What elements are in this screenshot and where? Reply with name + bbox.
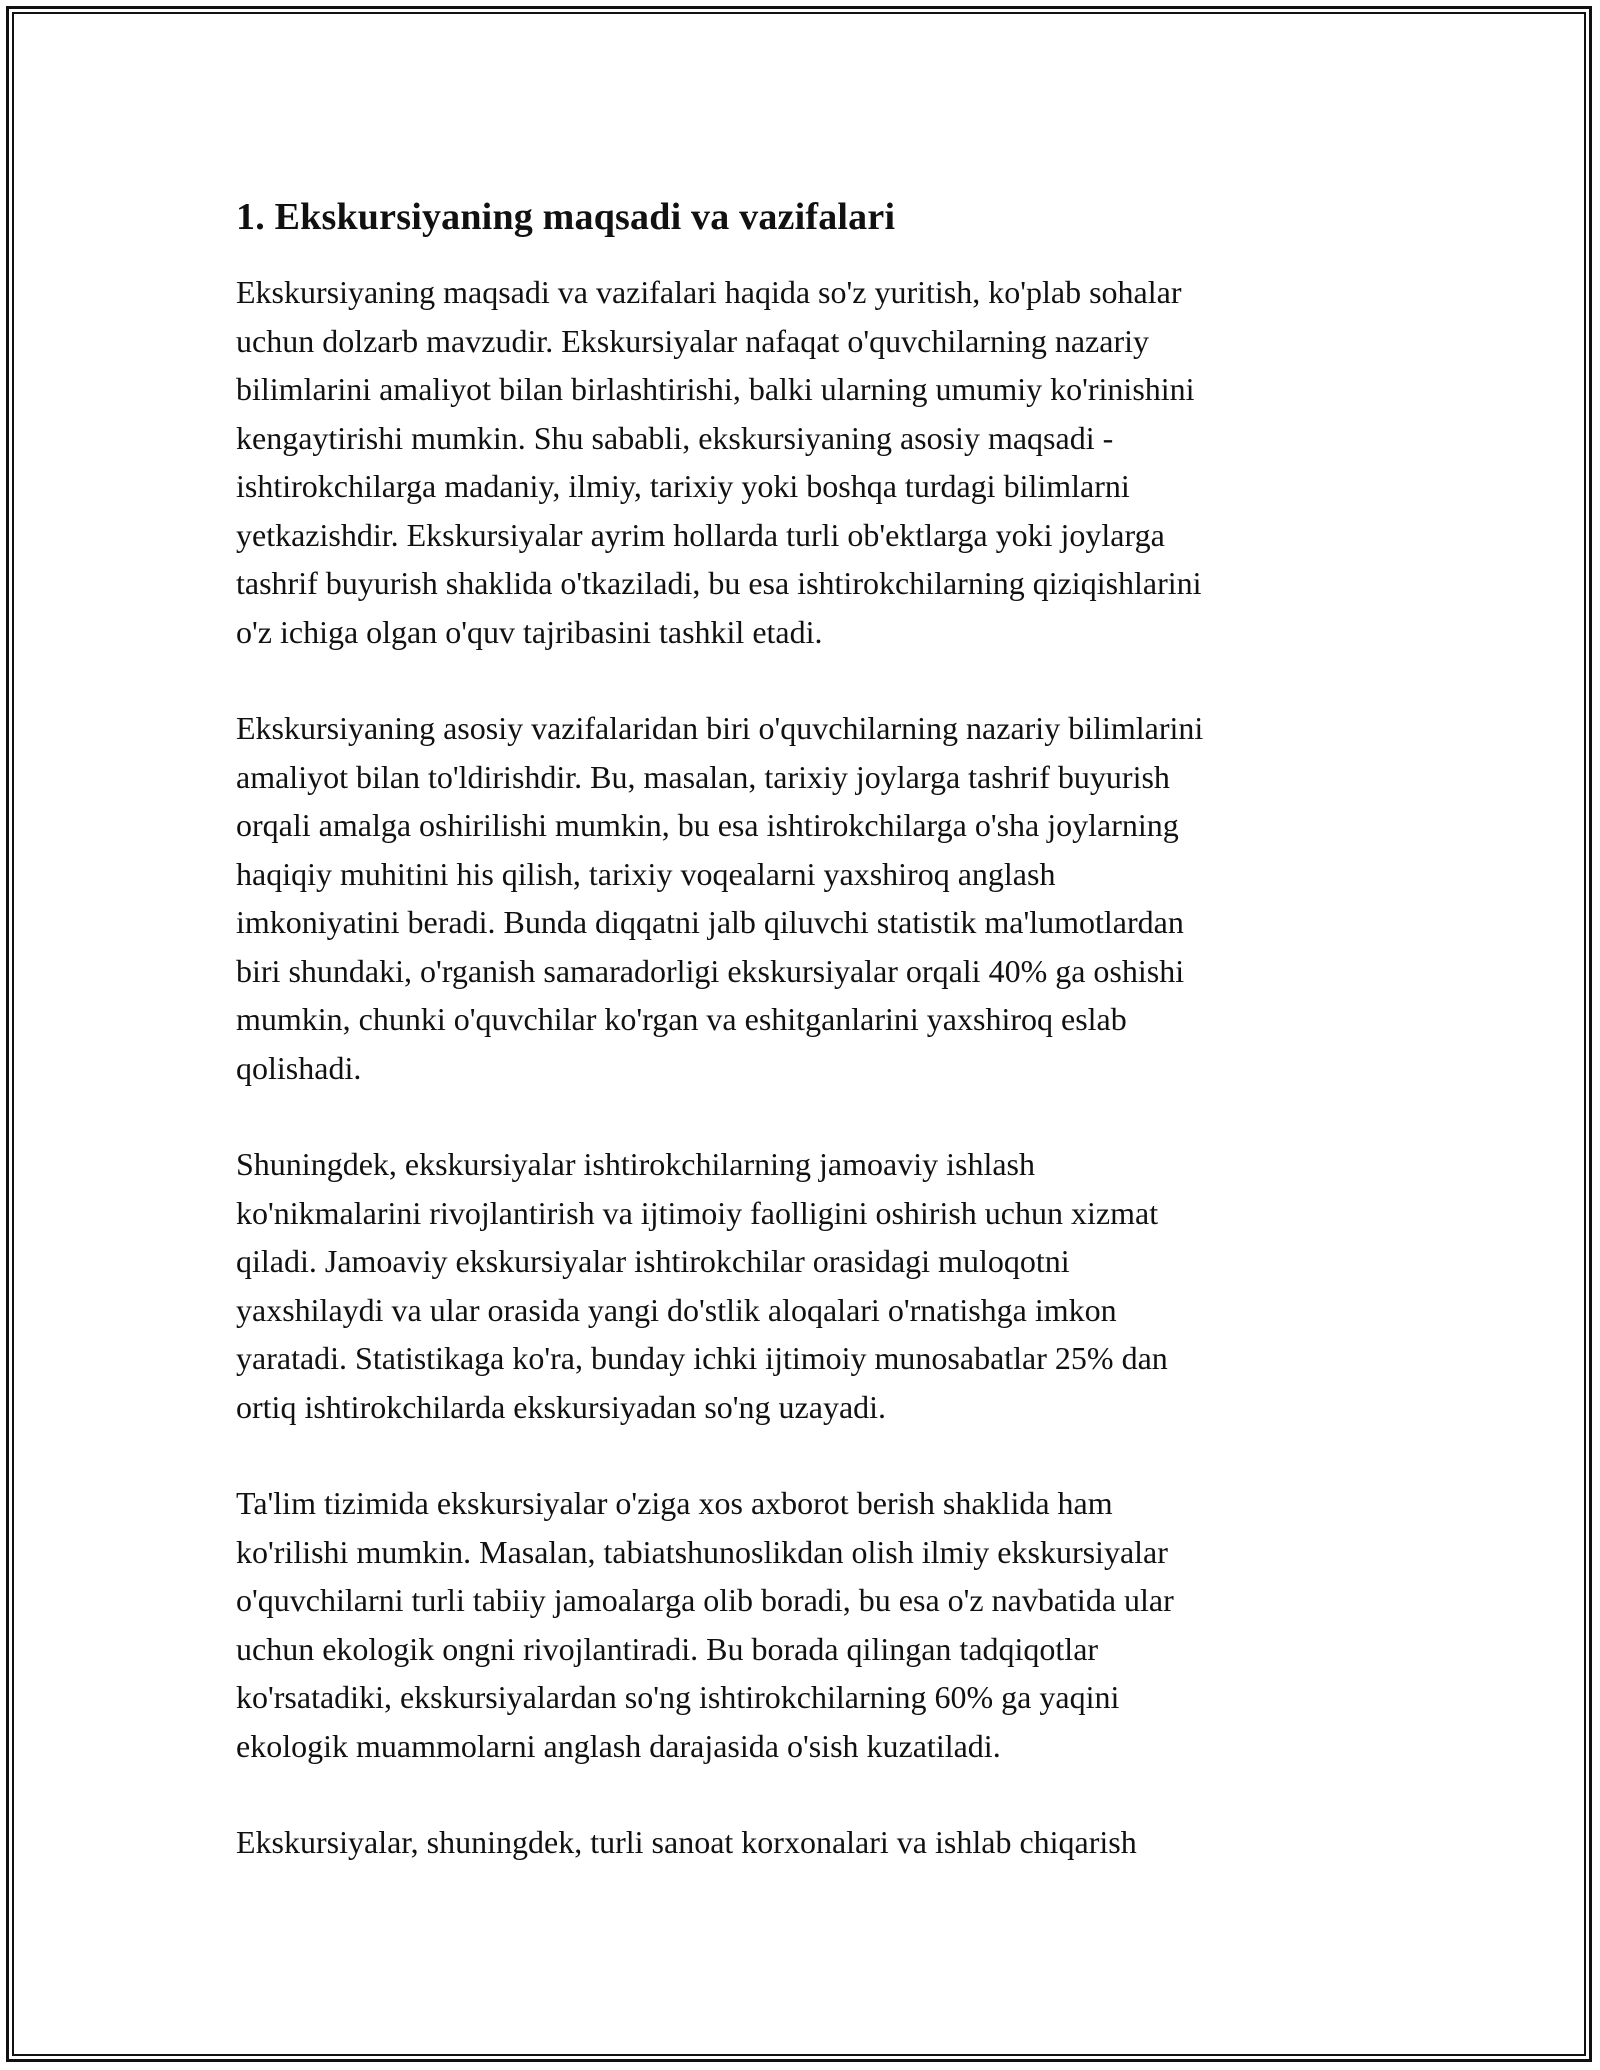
paragraph-2: Ekskursiyaning asosiy vazifalaridan biri o'quvchilarning nazariy bilimlarini amaliyot bilan to'ldirishdir. Bu, masalan, tarixiy joylarga tashrif buyurish orqali amalga oshirilishi mumkin, bu esa ishtirokchilarga o'sha joylarning haqiqiy muhitini his qilish, tarixiy voqealarni yaxshiroq anglash imkoniyatini beradi. Bunda diqqatni jalb qiluvchi statistik ma'lumotlardan biri shundaki, o'rganish samaradorligi ekskursiyalar orqali 40% ga oshishi mumkin, chunki o'quvchilar ko'rgan va eshitganlarini yaxshiroq eslab qolishadi. xyxy=(236,710,1204,1086)
section-heading: 1. Ekskursiyaning maqsadi va vazifalari xyxy=(236,196,896,238)
paragraph-4: Ta'lim tizimida ekskursiyalar o'ziga xos axborot berish shaklida ham ko'rilishi mumkin. Masalan, tabiatshunoslikdan olish ilmiy ekskursiyalar o'quvchilarni turli tabiiy jamoalarga olib boradi, bu esa o'z navbatida ular uchun ekologik ongni rivojlantiradi. Bu borada qilingan tadqiqotlar ko'rsatadiki, ekskursiyalardan so'ng ishtirokchilarning 60% ga yaqini ekologik muammolarni anglash darajasida o'sish kuzatiladi. xyxy=(236,1485,1174,1764)
paragraph-3: Shuningdek, ekskursiyalar ishtirokchilarning jamoaviy ishlash ko'nikmalarini rivojlantirish va ijtimoiy faolligini oshirish uchun xizmat qiladi. Jamoaviy ekskursiyalar ishtirokchilar orasidagi muloqotni yaxshilaydi va ular orasida yangi do'stlik aloqalari o'rnatishga imkon yaratadi. Statistikaga ko'ra, bunday ichki ijtimoiy munosabatlar 25% dan ortiq ishtirokchilarda ekskursiyadan so'ng uzayadi. xyxy=(236,1146,1168,1425)
paragraph-5: Ekskursiyalar, shuningdek, turli sanoat korxonalari va ishlab chiqarish xyxy=(236,1824,1137,1860)
paragraph-1: Ekskursiyaning maqsadi va vazifalari haqida so'z yuritish, ko'plab sohalar uchun dolzarb mavzudir. Ekskursiyalar nafaqat o'quvchilarning nazariy bilimlarini amaliyot bilan birlashtirishi, balki ularning umumiy ko'rinishini kengaytirishi mumkin. Shu sababli, ekskursiyaning asosiy maqsadi - ishtirokchilarga madaniy, ilmiy, tarixiy yoki boshqa turdagi bilimlarni yetkazishdir. Ekskursiyalar ayrim hollarda turli ob'ektlarga yoki joylarga tashrif buyurish shaklida o'tkaziladi, bu esa ishtirokchilarning qiziqishlarini o'z ichiga olgan o'quv tajribasini tashkil etadi. xyxy=(236,274,1202,650)
document-body xyxy=(236,188,1356,1915)
